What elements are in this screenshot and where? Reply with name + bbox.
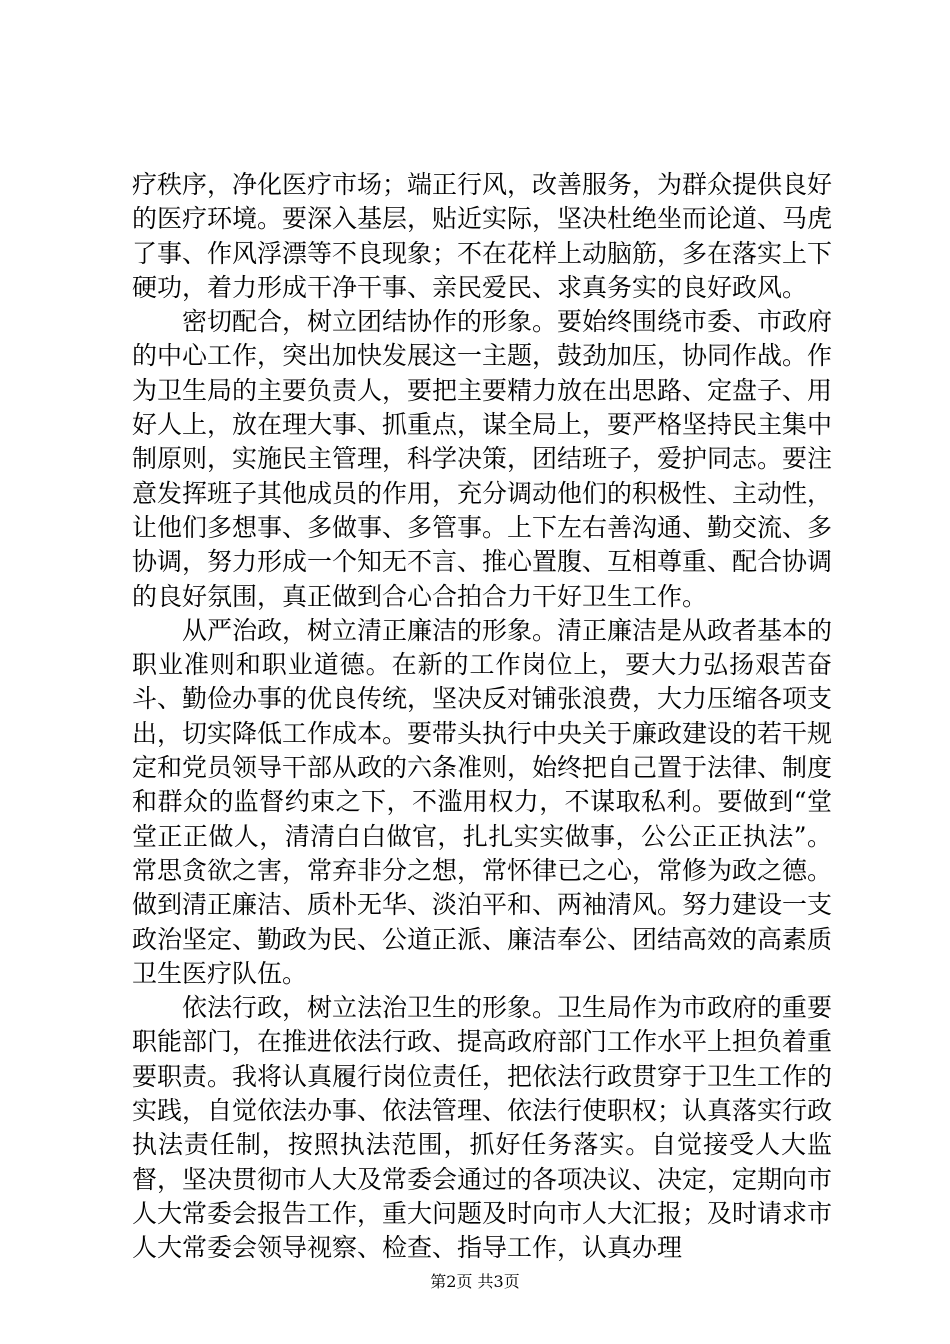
page-number-footer: 第2页 共3页: [430, 1272, 520, 1291]
paragraph-1: 疗秩序，净化医疗市场；端正行风，改善服务，为群众提供良好的医疗环境。要深入基层，贴近实际，坚决杜绝坐而论道、马虎了事、作风浮漂等不良现象；不在花样上动脑筋，多在落实上下硬功，着力形成干净干事、亲民爱民、求真务实的良好政风。: [132, 170, 833, 302]
paragraph-3: 从严治政，树立清正廉洁的形象。清正廉洁是从政者基本的职业准则和职业道德。在新的工作岗位上，要大力弘扬艰苦奋斗、勤俭办事的优良传统，坚决反对铺张浪费，大力压缩各项支出，切实降低工作成本。要带头执行中央关于廉政建设的若干规定和党员领导干部从政的六条准则，始终把自己置于法律、制度和群众的监督约束之下，不滥用权力，不谋取私利。要做到“堂堂正正做人，清清白白做官，扎扎实实做事，公公正正执法”。常思贪欲之害，常弃非分之想，常怀律已之心，常修为政之德。做到清正廉洁、质朴无华、淡泊平和、两袖清风。努力建设一支政治坚定、勤政为民、公道正派、廉洁奉公、团结高效的高素质卫生医疗队伍。: [132, 615, 833, 988]
paragraph-2: 密切配合，树立团结协作的形象。要始终围绕市委、市政府的中心工作，突出加快发展这一主题，鼓劲加压，协同作战。作为卫生局的主要负责人，要把主要精力放在出思路、定盘子、用好人上，放在理大事、抓重点，谋全局上，要严格坚持民主集中制原则，实施民主管理，科学决策，团结班子，爱护同志。要注意发挥班子其他成员的作用，充分调动他们的积极性、主动性，让他们多想事、多做事、多管事。上下左右善沟通、勤交流、多协调，努力形成一个知无不言、推心置腹、互相尊重、配合协调的良好氛围，真正做到合心合拍合力干好卫生工作。: [132, 307, 833, 611]
document-body: [132, 168, 832, 1266]
paragraph-4: 依法行政，树立法治卫生的形象。卫生局作为市政府的重要职能部门，在推进依法行政、提高政府部门工作水平上担负着重要职责。我将认真履行岗位责任，把依法行政贯穿于卫生工作的实践，自觉依法办事、依法管理、依法行使职权；认真落实行政执法责任制，按照执法范围，抓好任务落实。自觉接受人大监督，坚决贯彻市人大及常委会通过的各项决议、决定，定期向市人大常委会报告工作，重大问题及时向市人大汇报；及时请求市人大常委会领导视察、检查、指导工作，认真办理: [132, 993, 833, 1263]
